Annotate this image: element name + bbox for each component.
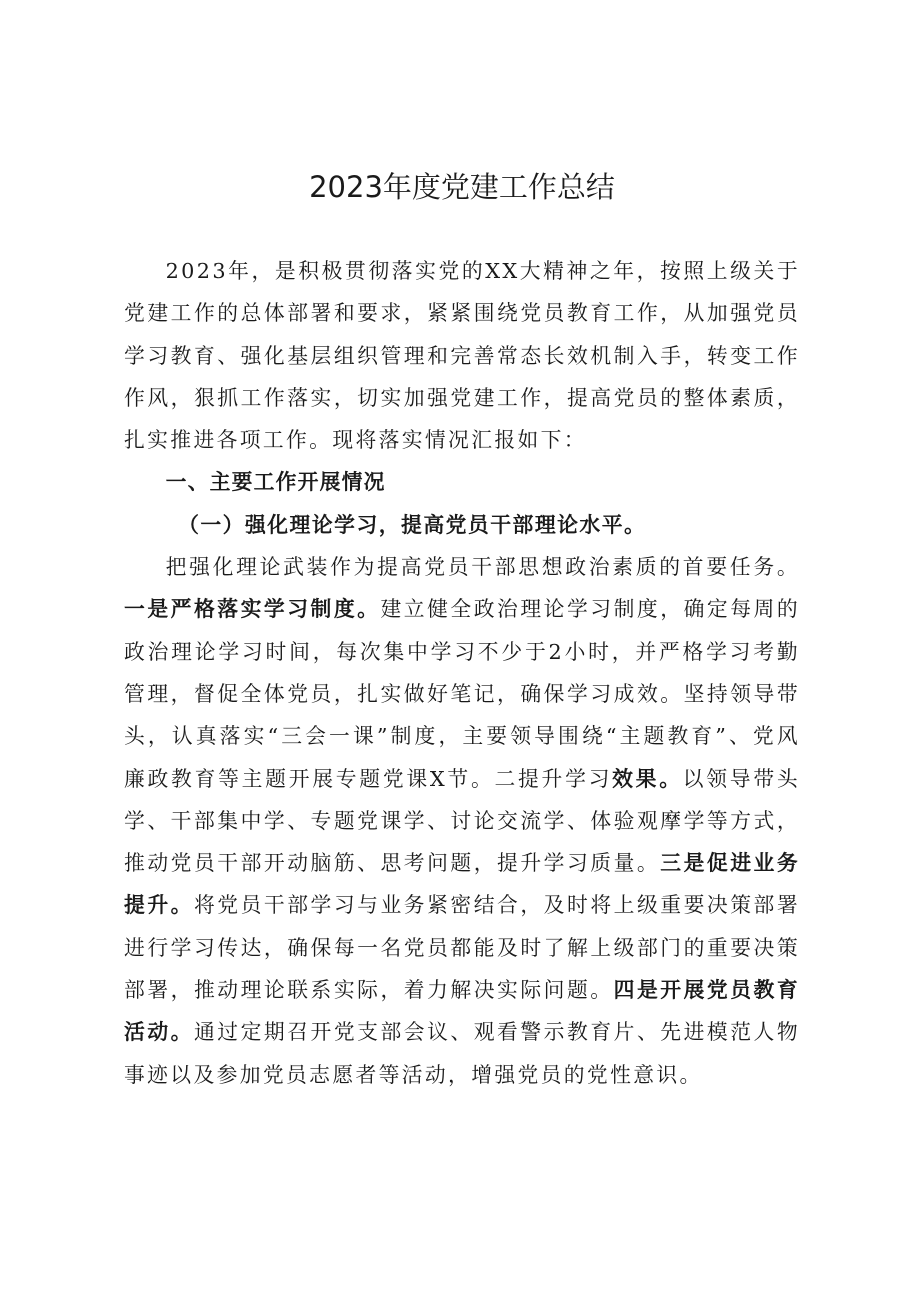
emphasis-text: 四是开展党员教育活动。: [124, 978, 800, 1045]
document-page: [124, 160, 800, 1087]
intro-paragraph: 2023年，是积极贯彻落实党的XX大精神之年，按照上级关于党建工作的总体部署和要求，紧紧围绕党员教育工作，从加强党员学习教育、强化基层组织管理和完善常态长效机制入手，转变工作作风，狠抓工作落实，切实加强党建工作，提高党员的整体素质，扎实推进各项工作。现将落实情况汇报如下：: [124, 259, 800, 453]
emphasis-text: 三是促进业务提升。: [124, 851, 800, 918]
section-heading: 一、主要工作开展情况: [165, 470, 386, 495]
emphasis-text: 一是严格落实学习制度。: [124, 597, 381, 622]
paragraph-text: 以领导带头学、干部集中学、专题党课学、讨论交流学、体验观摩学等方式，推动党员干部开动脑筋、思考问题，提升学习质量。: [124, 766, 800, 876]
body-paragraph: [124, 546, 800, 1096]
paragraph-text: 将党员干部学习与业务紧密结合，及时将上级重要决策部署进行学习传达，确保每一名党员都能及时了解上级部门的重要决策部署，推动理论联系实际，着力解决实际问题。: [124, 893, 800, 1003]
document-title: 2023年度党建工作总结: [309, 170, 615, 204]
subsection-heading: （一）强化理论学习，提高党员干部理论水平。: [178, 511, 647, 537]
paragraph-text: 把强化理论武装作为提高党员干部思想政治素质的首要任务。: [165, 555, 800, 580]
paragraph-text: 建立健全政治理论学习制度，确定每周的政治理论学习时间，每次集中学习不少于2小时，并严格学习考勤管理，督促全体党员，扎实做好笔记，确保学习成效。坚持领导带头，认真落实“三会一课”制度，主要领导围绕“主题教育”、党风廉政教育等主题开展专题党课X节。二提升学习: [124, 597, 800, 791]
emphasis-text: 效果。: [612, 766, 683, 791]
paragraph-text: 通过定期召开党支部会议、观看警示教育片、先进模范人物事迹以及参加党员志愿者等活动，增强党员的党性意识。: [124, 1020, 800, 1087]
document-body: [124, 250, 800, 1096]
